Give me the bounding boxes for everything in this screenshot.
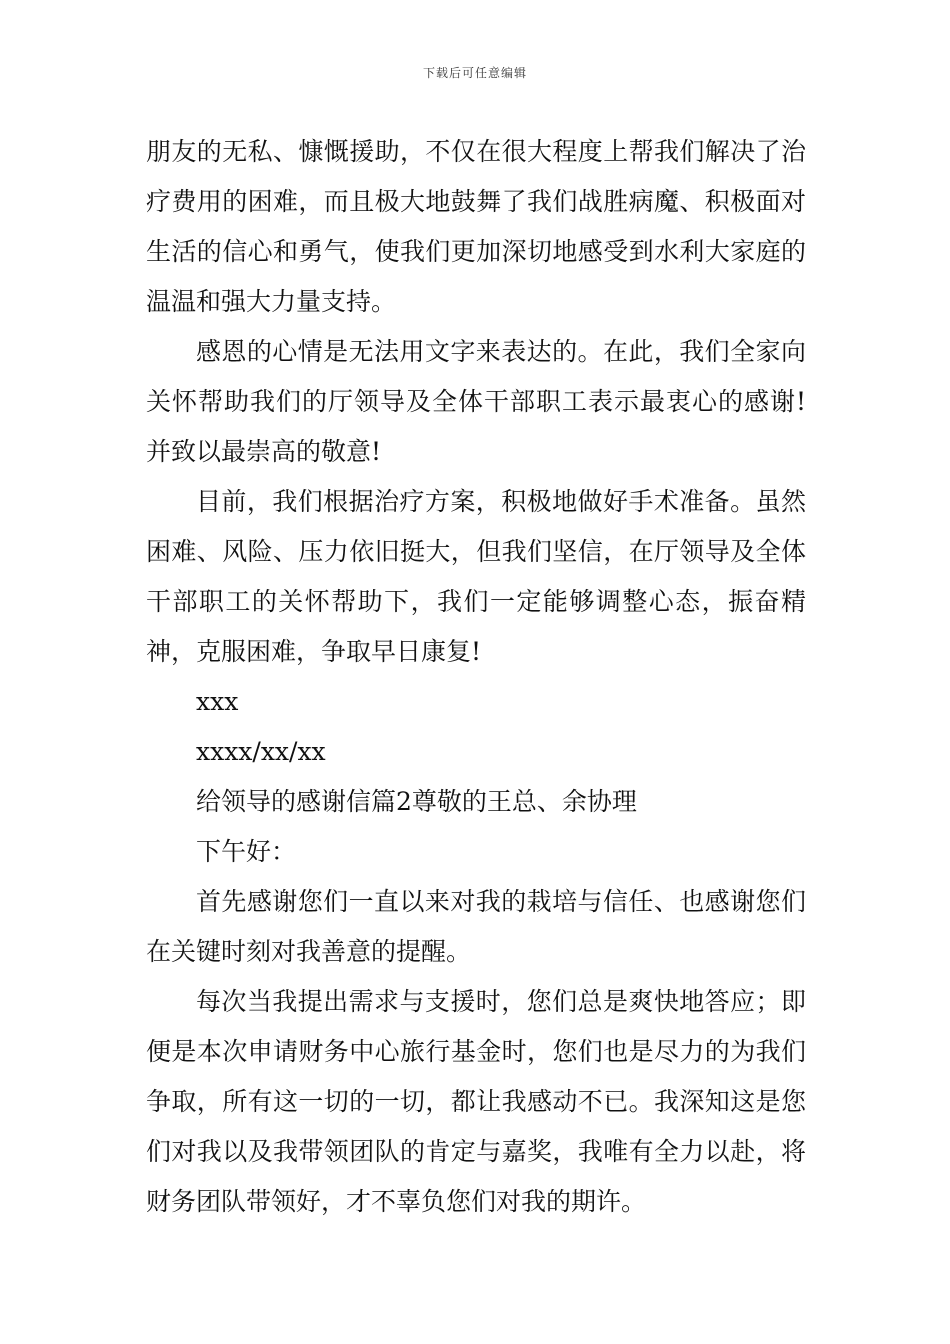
- paragraph-1: 朋友的无私、慷慨援助，不仅在很大程度上帮我们解决了治疗费用的困难，而且极大地鼓舞了我们战胜病魔、积极面对生活的信心和勇气，使我们更加深切地感受到水利大家庭的温温和强大力量支持。: [146, 137, 806, 316]
- paragraph-5: 每次当我提出需求与支援时，您们总是爽快地答应；即便是本次申请财务中心旅行基金时，您们也是尽力的为我们争取，所有这一切的一切，都让我感动不已。我深知这是您们对我以及我带领团队的肯定与嘉奖，我唯有全力以赴，将财务团队带领好，才不辜负您们对我的期许。: [146, 987, 806, 1216]
- paragraph-2: 感恩的心情是无法用文字来表达的。在此，我们全家向关怀帮助我们的厅领导及全体干部职工表示最衷心的感谢!并致以最崇高的敬意!: [146, 337, 806, 466]
- letter-title: 给领导的感谢信篇2尊敬的王总、余协理: [196, 787, 637, 816]
- page-header-note: 下载后可任意编辑: [422, 66, 527, 80]
- document-body: [146, 127, 806, 1227]
- signature: xxx: [196, 687, 239, 716]
- paragraph-4: 首先感谢您们一直以来对我的栽培与信任、也感谢您们在关键时刻对我善意的提醒。: [146, 887, 806, 966]
- date: xxxx/xx/xx: [196, 737, 326, 766]
- paragraph-3: 目前，我们根据治疗方案，积极地做好手术准备。虽然困难、风险、压力依旧挺大，但我们坚信，在厅领导及全体干部职工的关怀帮助下，我们一定能够调整心态，振奋精神，克服困难，争取早日康复!: [146, 487, 806, 666]
- greeting: 下午好：: [196, 837, 297, 866]
